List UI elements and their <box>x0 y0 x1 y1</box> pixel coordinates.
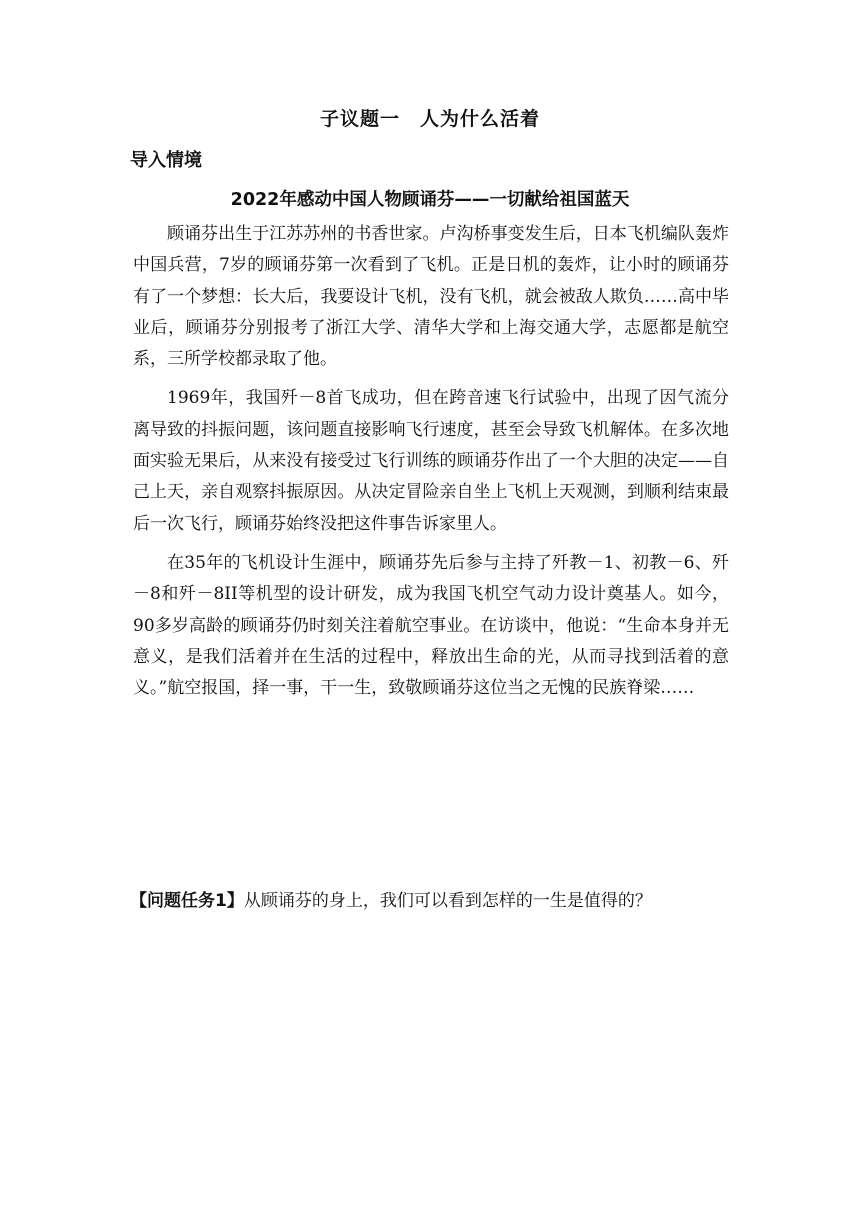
paragraph-3: 在35年的飞机设计生涯中，顾诵芬先后参与主持了歼教－1、初教－6、歼－8和歼－8II等机型的设计研发，成为我国飞机空气动力设计奠基人。如今，90多岁高龄的顾诵芬仍时刻关注着航空事业。在访谈中，他说：“生命本身并无意义，是我们活着并在生活的过程中，释放出生命的光，从而寻找到活着的意义。”航空报国，择一事，干一生，致敬顾诵芬这位当之无愧的民族脊梁…… <box>133 552 729 699</box>
paragraph-1: 顾诵芬出生于江苏苏州的书香世家。卢沟桥事变发生后，日本飞机编队轰炸中国兵营，7岁的顾诵芬第一次看到了飞机。正是日机的轰炸，让小时的顾诵芬有了一个梦想：长大后，我要设计飞机，没有飞机，就会被敌人欺负……高中毕业后，顾诵芬分别报考了浙江大学、清华大学和上海交通大学，志愿都是航空系，三所学校都录取了他。 <box>133 224 729 370</box>
section-heading: 导入情境 <box>130 150 202 171</box>
task-question <box>130 886 750 916</box>
article-title: 2022年感动中国人物顾诵芬——一切献给祖国蓝天 <box>230 190 630 210</box>
task-text: 从顾诵芬的身上，我们可以看到怎样的一生是值得的？ <box>243 891 652 911</box>
article-body <box>133 219 729 712</box>
paragraph-2: 1969年，我国歼－8首飞成功，但在跨音速飞行试验中，出现了因气流分离导致的抖振问题，该问题直接影响飞行速度，甚至会导致飞机解体。在多次地面实验无果后，从来没有接受过飞行训练的顾诵芬作出了一个大胆的决定——自己上天，亲自观察抖振原因。从决定冒险亲自坐上飞机上天观测，到顺利结束最后一次飞行，顾诵芬始终没把这件事告诉家里人。 <box>133 388 729 534</box>
page-title: 子议题一 人为什么活着 <box>319 108 540 130</box>
task-label: 【问题任务1】 <box>130 891 244 911</box>
